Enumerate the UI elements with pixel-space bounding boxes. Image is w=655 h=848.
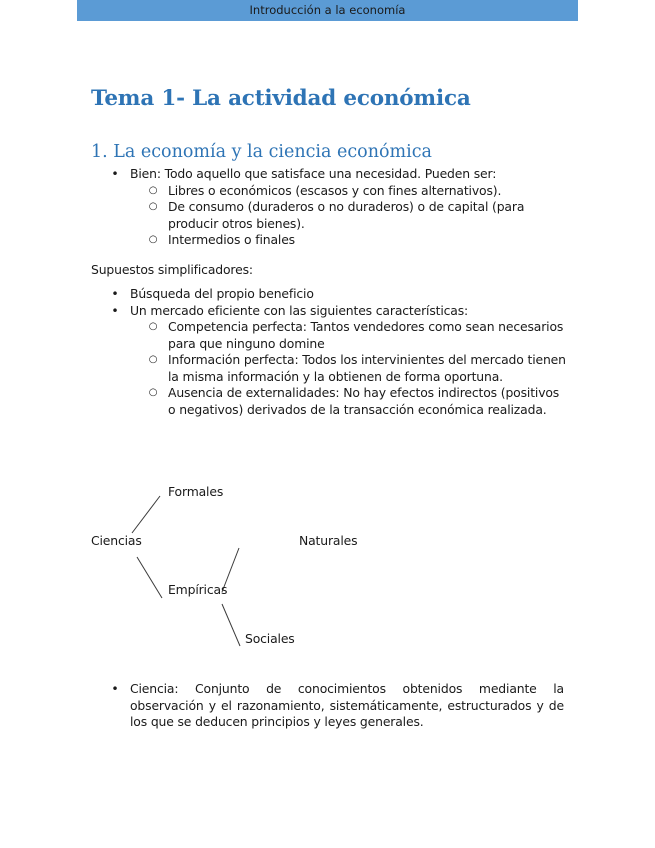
connector-formales	[132, 496, 160, 533]
header-title: Introducción a la economía	[249, 3, 406, 17]
list-item-text: Búsqueda del propio beneficio	[130, 286, 314, 301]
list-item-text: Libres o económicos (escasos y con fines alternativos).	[168, 182, 502, 198]
list-item-text: Intermedios o finales	[168, 232, 295, 247]
bullet-icon: •	[111, 681, 119, 696]
list-item-text: Información perfecta: Todos los intervinientes del mercado tienen la misma información y la obtienen de forma oportuna.	[168, 352, 566, 384]
diagram-label-sociales: Sociales	[245, 631, 295, 646]
bullet-icon: •	[111, 302, 119, 318]
list-item-text: Competencia perfecta: Tantos vendedores como sean necesarios para que ninguno domine	[168, 319, 564, 351]
ciencia-list	[111, 681, 564, 731]
page-title: Tema 1- La actividad económica	[91, 86, 471, 111]
connector-sociales	[222, 604, 240, 646]
circle-bullet-icon: ○	[148, 234, 158, 245]
supuestos-label: Supuestos simplificadores:	[91, 262, 253, 277]
circle-bullet-icon: ○	[148, 321, 158, 332]
circle-bullet-icon: ○	[148, 201, 158, 212]
circle-bullet-icon: ○	[148, 354, 158, 365]
connector-empiricas	[137, 557, 162, 598]
diagram-label-empiricas: Empíricas	[168, 582, 228, 597]
ciencia-definition: Ciencia: Conjunto de conocimientos obtenidos mediante la observación y el razonamiento, sistemáticamente, estructurados y de los que se deducen principios y leyes generales.	[130, 681, 564, 729]
diagram-label-ciencias: Ciencias	[91, 533, 142, 548]
diagram-label-formales: Formales	[168, 484, 224, 499]
list-item-text: De consumo (duraderos o no duraderos) o de capital (para producir otros bienes).	[168, 199, 525, 231]
bullet-icon: •	[111, 166, 119, 181]
circle-bullet-icon: ○	[148, 387, 158, 398]
section-heading: 1. La economía y la ciencia económica	[91, 142, 432, 162]
diagram-label-naturales: Naturales	[299, 533, 358, 548]
list-item	[111, 681, 564, 731]
list-item-text: Un mercado eficiente con las siguientes características:	[130, 302, 469, 318]
bullet-icon: •	[111, 286, 119, 301]
list-item-text: Ausencia de externalidades: No hay efectos indirectos (positivos o negativos) derivados de la transacción económica realizada.	[168, 385, 560, 417]
circle-bullet-icon: ○	[148, 184, 158, 196]
bien-definition: Bien: Todo aquello que satisface una necesidad. Pueden ser:	[130, 166, 497, 181]
